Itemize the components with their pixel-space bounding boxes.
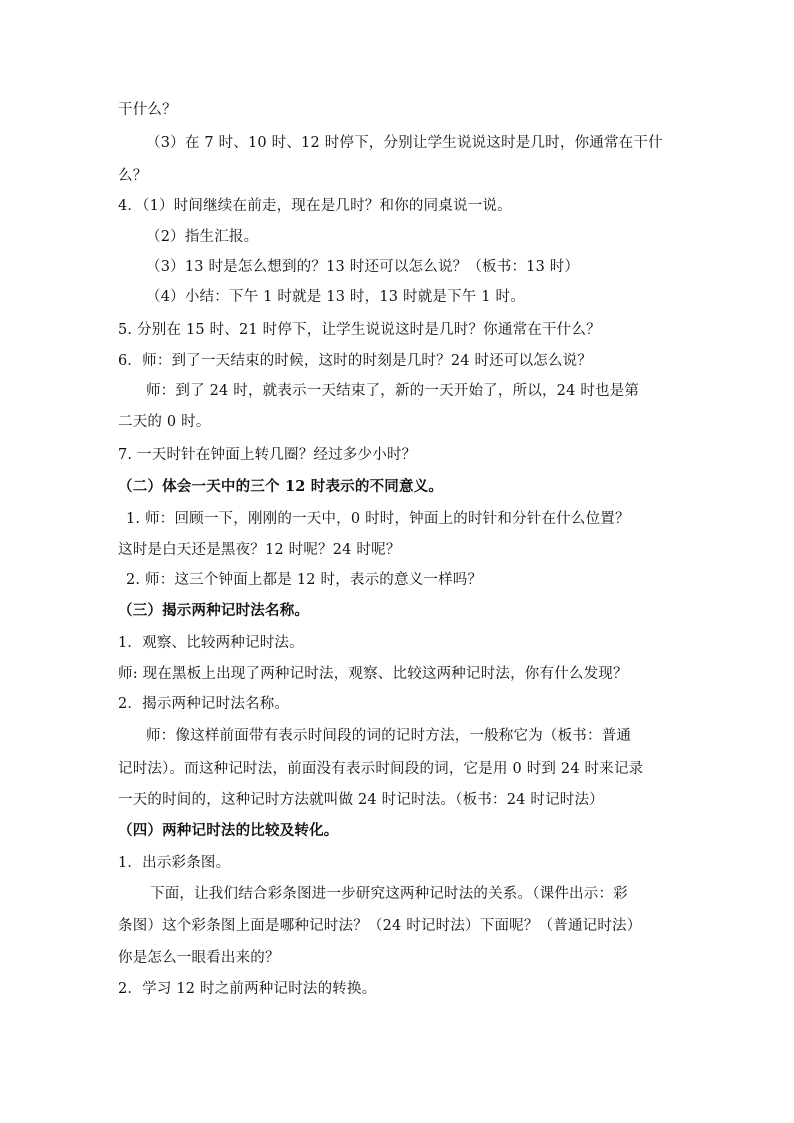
- text-line: 师：到了 24 时，就表示一天结束了，新的一天开始了，所以，24 时也是第: [146, 383, 640, 399]
- text-line: 这时是白天还是黑夜？12 时呢？24 时呢？: [118, 542, 401, 558]
- text-line: 一天的时间的，这种记时方法就叫做 24 时记时法。（板书：24 时记时法）: [118, 792, 604, 808]
- text-line: 1. 师：回顾一下，刚刚的一天中，0 时时，钟面上的时针和分针在什么位置？: [126, 511, 630, 527]
- text-line: 2．学习 12 时之前两种记时法的转换。: [118, 981, 377, 997]
- text-line: 4．（1）时间继续在前走，现在是几时？和你的同桌说一说。: [118, 198, 512, 214]
- text-line: 二天的 0 时。: [118, 414, 211, 430]
- text-line: 1．出示彩条图。: [118, 855, 231, 871]
- text-line: 你是怎么一眼看出来的？: [118, 950, 280, 966]
- section-heading: （三）揭示两种记时法名称。: [118, 602, 310, 619]
- text-line: （3）13 时是怎么想到的？13 时还可以怎么说？（板书：13 时）: [146, 259, 580, 275]
- text-line: （3）在 7 时、10 时、12 时停下，分别让学生说说这时是几时，你通常在干什: [146, 135, 663, 151]
- text-line: 7. 一天时针在钟面上转几圈？经过多少小时？: [118, 447, 417, 463]
- text-line: 2. 师：这三个钟面上都是 12 时，表示的意义一样吗？: [126, 572, 483, 588]
- text-line: 1．观察、比较两种记时法。: [118, 635, 304, 651]
- text-line: 师：像这样前面带有表示时间段的词的记时方法，一般称它为（板书：普通: [146, 728, 632, 744]
- text-line: 下面，让我们结合彩条图进一步研究这两种记时法的关系。（课件出示：彩: [150, 886, 628, 902]
- text-line: 记时法）。而这种记时法，前面没有表示时间段的词，它是用 0 时到 24 时来记录: [118, 761, 644, 777]
- text-line: 干什么？: [118, 102, 177, 118]
- text-line: （2）指生汇报。: [146, 229, 259, 245]
- text-line: 师: 现在黑板上出现了两种记时法，观察、比较这两种记时法，你有什么发现？: [118, 666, 628, 682]
- text-line: 么？: [118, 168, 148, 184]
- text-line: 2．揭示两种记时法名称。: [118, 696, 290, 712]
- text-line: 条图）这个彩条图上面是哪种记时法？（24 时记时法）下面呢？（普通记时法）: [118, 918, 642, 934]
- section-heading: （四）两种记时法的比较及转化。: [118, 822, 339, 839]
- text-line: 6．师：到了一天结束的时候，这时的时刻是几时？24 时还可以怎么说？: [118, 353, 593, 369]
- text-line: 5. 分别在 15 时、21 时停下，让学生说说这时是几时？你通常在干什么？: [118, 322, 601, 338]
- section-heading: （二）体会一天中的三个 12 时表示的不同意义。: [118, 478, 444, 495]
- text-line: （4）小结：下午 1 时就是 13 时，13 时就是下午 1 时。: [146, 289, 525, 305]
